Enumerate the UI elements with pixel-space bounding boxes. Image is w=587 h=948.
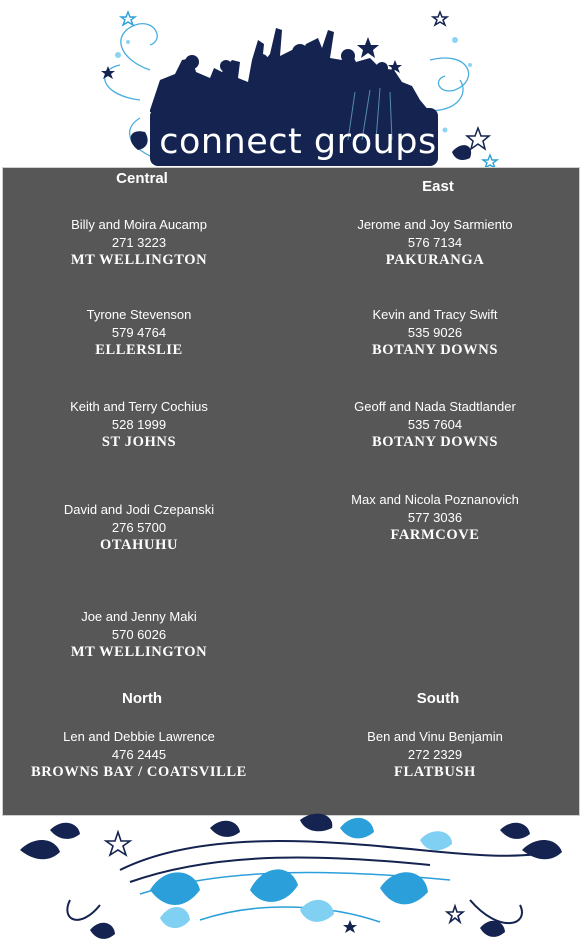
- group-phone: 579 4764: [111, 325, 167, 340]
- page-title: connect groups: [159, 122, 437, 162]
- group-leaders: Joe and Jenny Maki: [81, 609, 197, 624]
- group-phone: 271 3223: [111, 235, 167, 250]
- list-item: [9, 306, 269, 360]
- group-phone: 272 2329: [407, 747, 463, 762]
- region-heading-east: East: [422, 178, 454, 195]
- list-item: [9, 216, 269, 270]
- group-leaders: Tyrone Stevenson: [86, 307, 192, 322]
- group-phone: 577 3036: [407, 510, 463, 525]
- list-item: [305, 216, 565, 270]
- group-phone: 535 9026: [407, 325, 463, 340]
- list-item: [9, 501, 269, 555]
- list-item: [305, 728, 565, 782]
- group-location: FLATBUSH: [394, 764, 476, 780]
- group-leaders: Max and Nicola Poznanovich: [351, 492, 519, 507]
- group-location: ST JOHNS: [101, 434, 177, 450]
- group-location: ELLERSLIE: [95, 342, 183, 358]
- list-item: [9, 608, 269, 662]
- group-leaders: Geoff and Nada Stadtlander: [354, 399, 516, 414]
- group-phone: 528 1999: [111, 417, 167, 432]
- group-location: PAKURANGA: [385, 252, 485, 268]
- group-leaders: Len and Debbie Lawrence: [63, 729, 215, 744]
- star-outline-icon: [447, 906, 463, 922]
- group-phone: 476 2445: [111, 747, 167, 762]
- group-location: OTAHUHU: [99, 537, 179, 553]
- group-location: MT WELLINGTON: [70, 252, 208, 268]
- group-location: FARMCOVE: [390, 527, 480, 543]
- region-heading-south: South: [416, 690, 460, 707]
- group-leaders: Ben and Vinu Benjamin: [367, 729, 503, 744]
- star-outline-icon: [467, 128, 489, 149]
- star-outline-icon: [433, 12, 447, 25]
- group-leaders: Kevin and Tracy Swift: [372, 307, 498, 322]
- group-phone: 576 7134: [407, 235, 463, 250]
- group-leaders: David and Jodi Czepanski: [63, 502, 215, 517]
- group-location: BOTANY DOWNS: [371, 434, 499, 450]
- list-item: [305, 398, 565, 452]
- group-phone: 570 6026: [111, 627, 167, 642]
- list-item: [305, 306, 565, 360]
- group-leaders: Billy and Moira Aucamp: [71, 217, 207, 232]
- group-phone: 276 5700: [111, 520, 167, 535]
- group-location: BOTANY DOWNS: [371, 342, 499, 358]
- star-outline-icon: [106, 832, 130, 855]
- group-leaders: Keith and Terry Cochius: [70, 399, 208, 414]
- group-location: BROWNS BAY / COATSVILLE: [31, 764, 247, 780]
- group-location: MT WELLINGTON: [70, 644, 208, 660]
- star-icon: [343, 920, 357, 933]
- list-item: [9, 398, 269, 452]
- footer-floral-graphic: [0, 810, 587, 948]
- star-icon: [357, 37, 379, 58]
- list-item: [305, 491, 565, 545]
- region-heading-north: North: [122, 690, 162, 707]
- region-heading-central: Central: [116, 170, 168, 187]
- group-leaders: Jerome and Joy Sarmiento: [357, 217, 513, 232]
- list-item: [9, 728, 269, 782]
- group-phone: 535 7604: [407, 417, 463, 432]
